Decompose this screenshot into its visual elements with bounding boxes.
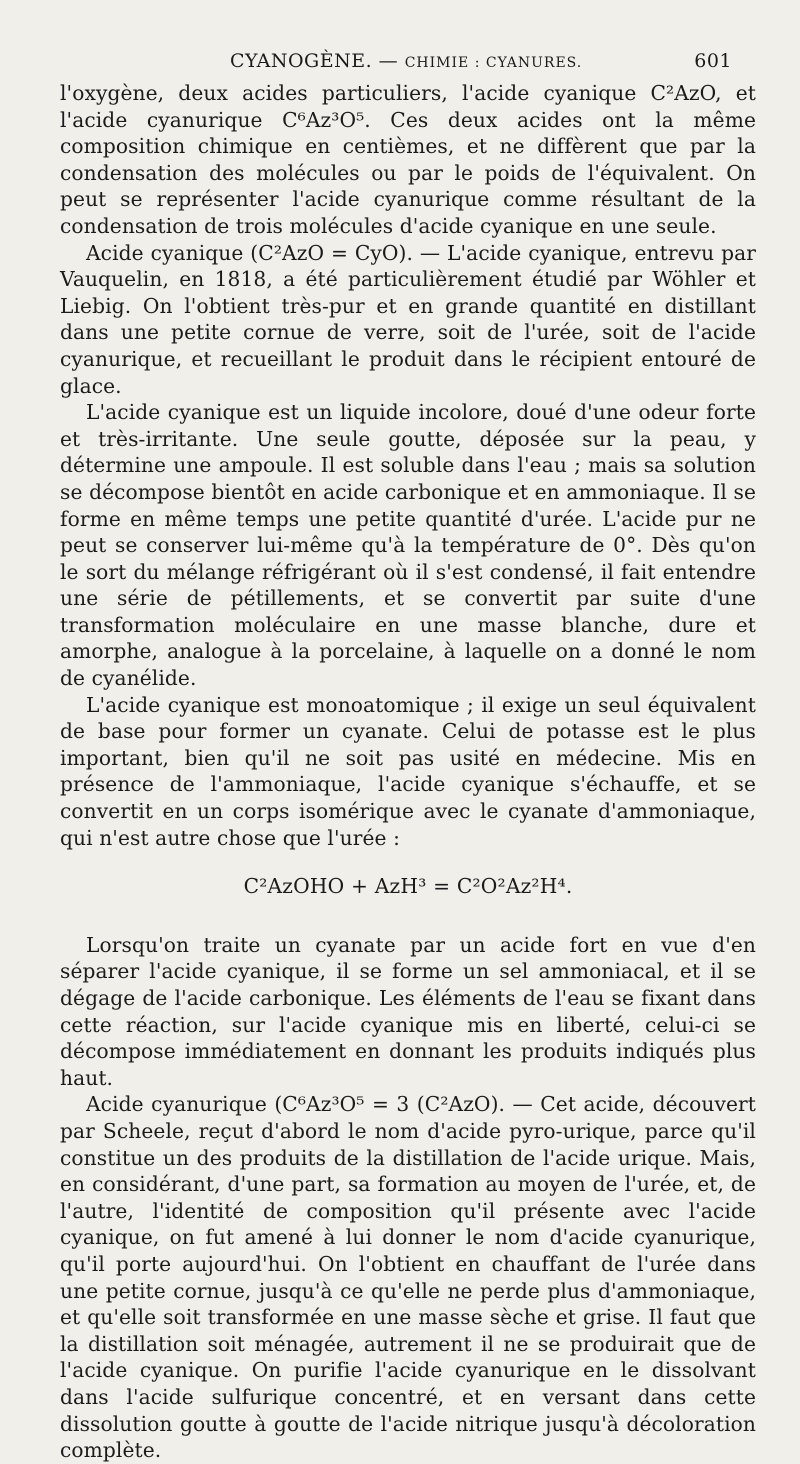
header-title: CYANOGÈNE. — CHIMIE : CYANURES. bbox=[230, 50, 583, 72]
header-section: CHIMIE : CYANURES. bbox=[404, 55, 583, 71]
paragraph: Lorsqu'on traite un cyanate par un acide fort en vue d'en séparer l'acide cyanique, il se forme un sel ammoniacal, et il se dégage de l'acide carbonique. Les éléments de l'eau se fixant dans cette réaction, sur l'acide cyanique mis en liberté, celui-ci se décompose immédiatement en donnant les produits indiqués plus haut. bbox=[60, 932, 756, 1090]
paragraph: Acide cyanique (C²AzO = CyO). — L'acide cyanique, entrevu par Vauquelin, en 1818, a été particulièrement étudié par Wöhler et Liebig. On l'obtient très-pur et en grande quantité en distillant dans une petite cornue de verre, soit de l'urée, soit de l'acide cyanurique, et recueillant le produit dans le récipient entouré de glace. bbox=[60, 240, 756, 398]
paragraph: l'oxygène, deux acides particuliers, l'acide cyanique C²AzO, et l'acide cyanurique C⁶Az³O⁵. Ces deux acides ont la même composition chimique en centièmes, et ne diffèrent que par la condensation des molécules ou par le poids de l'équivalent. On peut se représenter l'acide cyanurique comme résultant de la condensation de trois molécules d'acide cyanique en une seule. bbox=[60, 81, 756, 238]
running-header bbox=[60, 44, 756, 80]
page-number: 601 bbox=[694, 50, 732, 72]
paragraph: L'acide cyanique est un liquide incolore, doué d'une odeur forte et très-irritante. Une seule goutte, déposée sur la peau, y détermine une ampoule. Il est soluble dans l'eau ; mais sa solution se décompose bientôt en acide carbonique et en ammoniaque. Il se forme en même temps une petite quantité d'urée. L'acide pur ne peut se conserver lui-même qu'à la température de 0°. Dès qu'on le sort du mélange réfrigérant où il s'est condensé, il fait entendre une série de pétillements, et se convertit par suite d'une transformation moléculaire en une masse blanche, dure et amorphe, analogue à la porcelaine, à laquelle on a donné le nom de cyanélide. bbox=[60, 400, 756, 691]
formula: C²AzOHO + AzH³ = C²O²Az²H⁴. bbox=[243, 874, 573, 899]
body-text bbox=[60, 80, 756, 1464]
paragraph: L'acide cyanique est monoatomique ; il exige un seul équivalent de base pour former un cyanate. Celui de potasse est le plus important, bien qu'il ne soit pas usité en médecine. Mis en présence de l'ammoniaque, l'acide cyanique s'échauffe, et se convertit en un corps isomérique avec le cyanate d'ammoniaque, qui n'est autre chose que l'urée : bbox=[60, 692, 756, 850]
paragraph: Acide cyanurique (C⁶Az³O⁵ = 3 (C²AzO). — Cet acide, découvert par Scheele, reçut d'abord le nom d'acide pyro-urique, parce qu'il constitue un des produits de la distillation de l'acide urique. Mais, en considérant, d'une part, sa formation au moyen de l'urée, et, de l'autre, l'identité de composition qu'il présente avec l'acide cyanique, on fut amené à lui donner le nom d'acide cyanurique, qu'il porte aujourd'hui. On l'obtient en chauffant de l'urée dans une petite cornue, jusqu'à ce qu'elle ne perde plus d'ammoniaque, et qu'elle soit transformée en une masse sèche et grise. Il faut que la distillation soit ménagée, autrement il ne se produirait que de l'acide cyanique. On purifie l'acide cyanurique en le dissolvant dans l'acide sulfurique concentré, et en versant dans cette dissolution goutte à goutte de l'acide nitrique jusqu'à décoloration complète. bbox=[60, 1092, 756, 1463]
